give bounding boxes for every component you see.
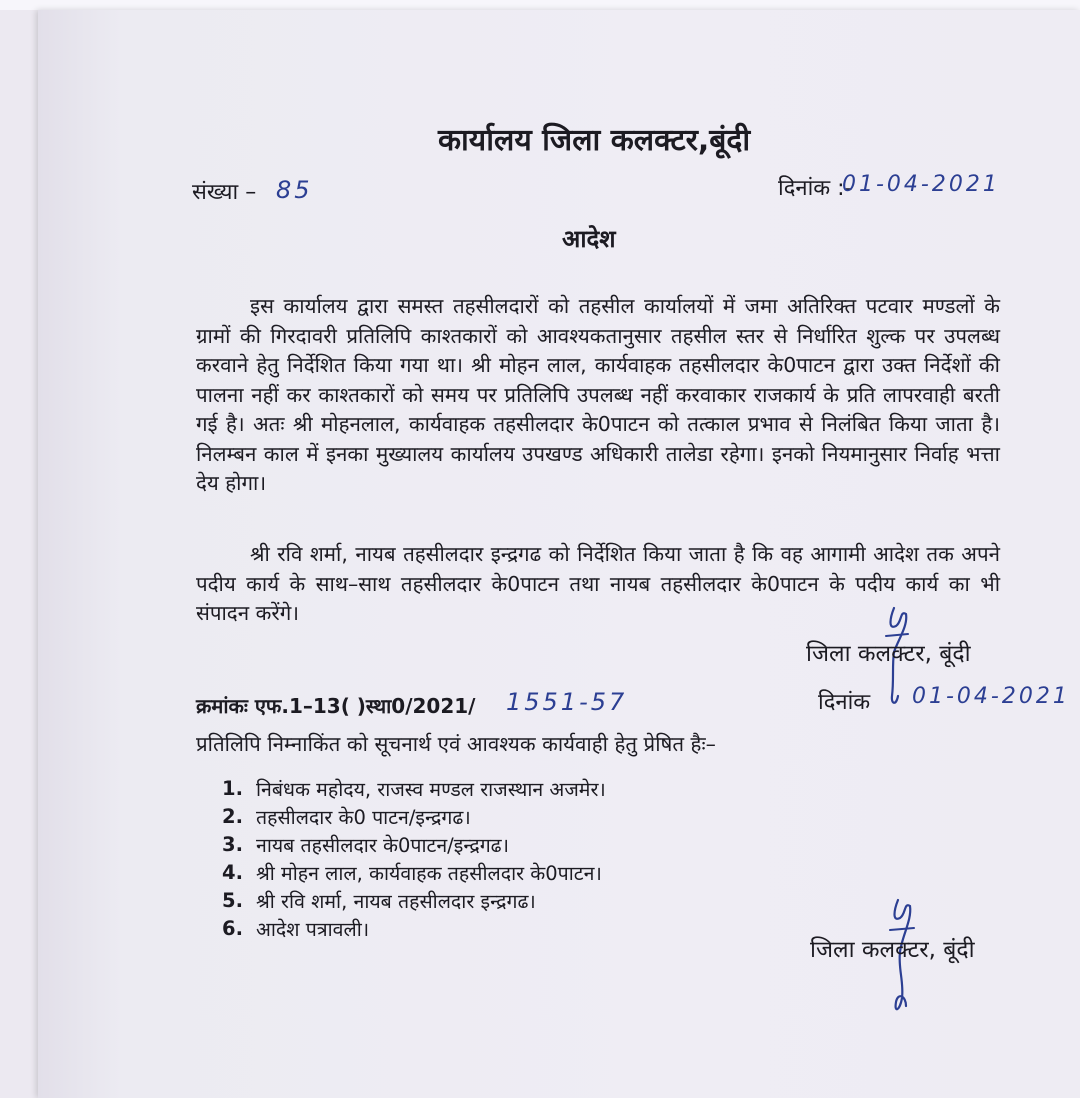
- date-label: दिनांक :-: [778, 176, 853, 201]
- list-item: [222, 886, 606, 914]
- order-heading: आदेश: [562, 225, 616, 253]
- list-item-text: निबंधक महोदय, राजस्व मण्डल राजस्थान अजमेर।: [256, 777, 606, 801]
- list-item-text: श्री मोहन लाल, कार्यवाहक तहसीलदार के0पाटन।: [256, 861, 602, 885]
- list-item: [222, 802, 606, 830]
- list-item: [222, 914, 606, 942]
- date-handwritten: 01-04-2021: [842, 172, 1000, 197]
- sankhya-handwritten-number: 85: [276, 176, 313, 204]
- reference-number-label: क्रमांकः एफ.1–13( )स्था0/2021/: [196, 694, 476, 718]
- collector-signature-label-2: जिला कलक्टर, बूंदी: [810, 937, 975, 963]
- office-title: कार्यालय जिला कलक्टर,बूंदी: [438, 123, 751, 158]
- copy-date-handwritten: 01-04-2021: [912, 684, 1070, 709]
- list-item-number: 6.: [222, 916, 243, 940]
- reference-number-handwritten: 1551-57: [506, 688, 628, 716]
- collector-signature-label-1: जिला कलक्टर, बूंदी: [806, 641, 971, 667]
- copy-date-label: दिनांक: [818, 690, 871, 715]
- list-item-text: आदेश पत्रावली।: [256, 917, 370, 941]
- list-item-number: 3.: [222, 832, 243, 856]
- recipient-list: [222, 774, 606, 942]
- order-paragraph-1: इस कार्यालय द्वारा समस्त तहसीलदारों को तहसील कार्यालयों में जमा अतिरिक्त पटवार मण्डलों के ग्रामों की गिरदावरी प्रतिलिपि काश्तकारों को आवश्यकतानुसार तहसील स्तर से निर्धारित शुल्क पर उपलब्ध करवाने हेतु निर्देशित किया गया था। श्री मोहन लाल, कार्यवाहक तहसीलदार के0पाटन द्वारा उक्त निर्देशों की पालना नहीं कर काश्तकारों को समय पर प्रतिलिपि उपलब्ध नहीं करवाकार राजकार्य के प्रति लापरवाही बरती गई है। अतः श्री मोहनलाल, कार्यवाहक तहसीलदार के0पाटन को तत्काल प्रभाव से निलंबित किया जाता है। निलम्बन काल में इनका मुख्यालय कार्यालय उपखण्ड अधिकारी तालेडा रहेगा। इनको नियमानुसार निर्वाह भत्ता देय होगा।: [196, 294, 1000, 495]
- list-item-text: नायब तहसीलदार के0पाटन/इन्द्रगढ।: [256, 833, 510, 857]
- list-item: [222, 774, 606, 802]
- page-top-edge: [0, 0, 1080, 10]
- list-item-text: तहसीलदार के0 पाटन/इन्द्रगढ।: [256, 805, 471, 829]
- order-paragraph-2: श्री रवि शर्मा, नायब तहसीलदार इन्द्रगढ को निर्देशित किया जाता है कि वह आगामी आदेश तक अपने पदीय कार्य के साथ–साथ तहसीलदार के0पाटन तथा नायब तहसीलदार के0पाटन के पदीय कार्य का भी संपादन करेंगे।: [196, 542, 1000, 625]
- list-item: [222, 830, 606, 858]
- copy-intro-text: प्रतिलिपि निम्नाकिंत को सूचनार्थ एवं आवश्यक कार्यवाही हेतु प्रेषित हैः–: [196, 732, 716, 756]
- list-item: [222, 858, 606, 886]
- sankhya-label: संख्या –: [192, 180, 257, 205]
- list-item-text: श्री रवि शर्मा, नायब तहसीलदार इन्द्रगढ।: [256, 889, 536, 913]
- list-item-number: 1.: [222, 776, 243, 800]
- list-item-number: 4.: [222, 860, 243, 884]
- list-item-number: 5.: [222, 888, 243, 912]
- list-item-number: 2.: [222, 804, 243, 828]
